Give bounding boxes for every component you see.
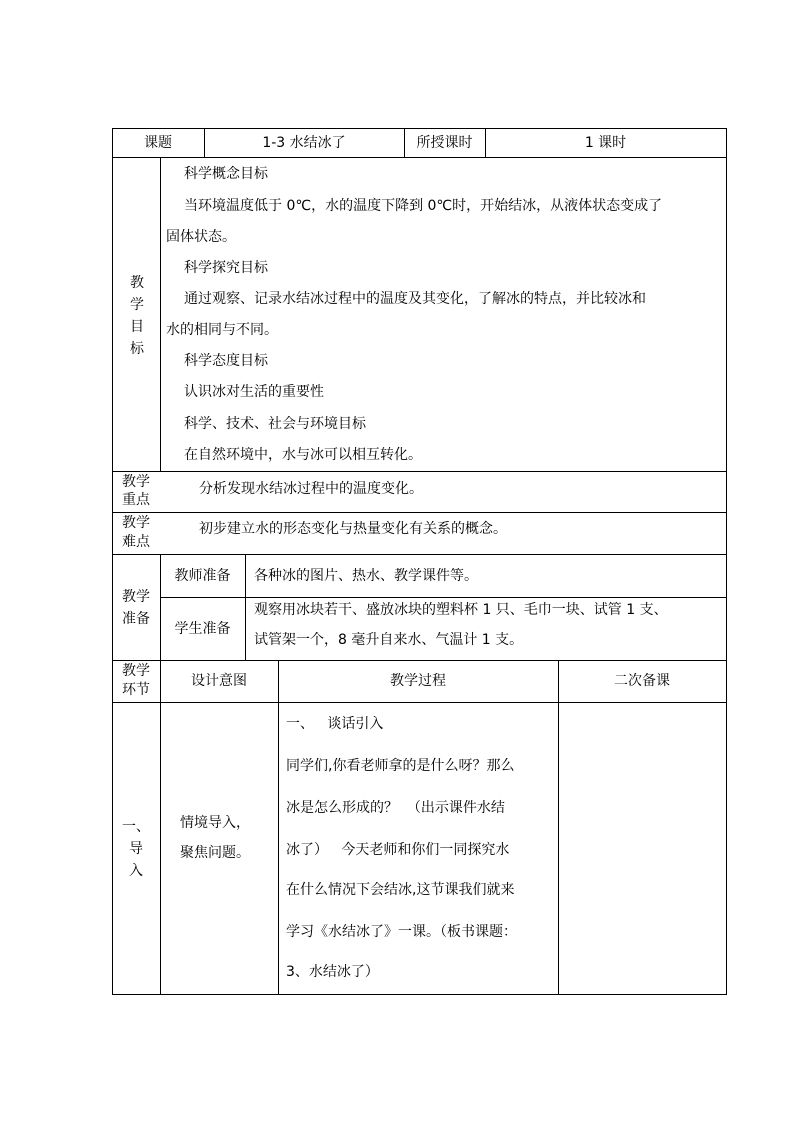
row-line-prep-bottom: [112, 660, 727, 661]
hours-value: 1 课时: [584, 135, 627, 151]
key-points-label-top: 教学: [122, 474, 150, 490]
key-points-text: 分析发现水结冰过程中的温度变化。: [199, 481, 423, 497]
objective-line: 在自然环境中，水与冰可以相互转化。: [184, 447, 422, 463]
col-line-label: [160, 157, 161, 471]
objectives-label-char: 学: [130, 297, 144, 313]
objective-line: 通过观察、记录水结冰过程中的温度及其变化，了解冰的特点，并比较冰和: [184, 291, 646, 307]
process-line: 冰是怎么形成的？ （出示课件水结: [286, 800, 505, 816]
col-line-prep-sub: [245, 554, 246, 660]
process-line: 在什么情况下会结冰,这节课我们就来: [286, 882, 515, 898]
teacher-prep-text: 各种冰的图片、热水、教学课件等。: [254, 568, 478, 584]
design-intent-line1: 情境导入，: [180, 815, 250, 831]
secondary-prep-cell[interactable]: [559, 703, 726, 994]
stage-1-line2: 导: [129, 841, 143, 857]
difficulties-label-top: 教学: [122, 515, 150, 531]
secondary-header: 二次备课: [614, 673, 670, 689]
student-prep-text-line1: 观察用冰块若干、盛放冰块的塑料杯 1 只、毛巾一块、试管 1 支、: [254, 602, 668, 618]
course-value: 1-3 水结冰了: [262, 135, 346, 151]
row-line-header-bottom: [112, 157, 727, 158]
objectives-label-char: 教: [130, 275, 144, 291]
difficulties-label-bottom: 难点: [122, 534, 150, 550]
preparation-label-top: 教学: [122, 589, 150, 605]
process-line: 学习《水结冰了》一课。（板书课题：: [286, 924, 517, 940]
stage-1-line1: 一、: [122, 819, 150, 835]
col-line-stage: [160, 660, 161, 994]
preparation-label-bottom: 准备: [122, 611, 150, 627]
course-label: 课题: [144, 135, 172, 151]
process-line: 3、水结冰了）: [286, 964, 379, 980]
process-line: 冰了） 今天老师和你们一同探究水: [286, 842, 510, 858]
hours-label: 所授课时: [416, 135, 473, 151]
objective-heading: 科学态度目标: [184, 353, 268, 369]
teacher-prep-label: 教师准备: [174, 568, 231, 584]
row-line-keypoints-bottom: [112, 512, 727, 513]
objective-line: 当环境温度低于 0℃，水的温度下降到 0℃时，开始结冰，从液体状态变成了: [184, 198, 663, 214]
key-points-label-bottom: 重点: [122, 492, 150, 508]
objective-heading: 科学概念目标: [184, 166, 268, 182]
process-line: 一、 谈话引入: [286, 716, 384, 732]
objective-heading: 科学探究目标: [184, 260, 268, 276]
row-line-bottom: [112, 994, 727, 995]
process-line: 同学们,你看老师拿的是什么呀？那么: [286, 758, 515, 774]
difficulties-text: 初步建立水的形态变化与热量变化有关系的概念。: [199, 521, 507, 537]
objectives-label-char: 目: [130, 319, 144, 335]
stage-header-bottom: 环节: [122, 682, 150, 698]
stage-1-line3: 入: [129, 863, 143, 879]
objectives-label-char: 标: [130, 341, 144, 357]
col-line-right: [726, 128, 727, 995]
objectives-label: [114, 272, 160, 360]
student-prep-text-line2: 试管架一个，8 毫升自来水、气温计 1 支。: [254, 632, 524, 648]
stage-header-top: 教学: [122, 663, 150, 679]
student-prep-label: 学生准备: [174, 621, 231, 637]
objective-line: 固体状态。: [166, 229, 236, 245]
row-line-objectives-bottom: [112, 471, 727, 472]
objective-heading: 科学、技术、社会与环境目标: [184, 416, 366, 432]
col-line-design: [278, 660, 279, 994]
design-header: 设计意图: [191, 673, 247, 689]
design-intent-line2: 聚焦问题。: [180, 845, 250, 861]
row-line-difficulties-bottom: [112, 554, 727, 555]
process-header: 教学过程: [390, 673, 446, 689]
objective-line: 水的相同与不同。: [166, 322, 278, 338]
objective-line: 认识冰对生活的重要性: [184, 384, 324, 400]
